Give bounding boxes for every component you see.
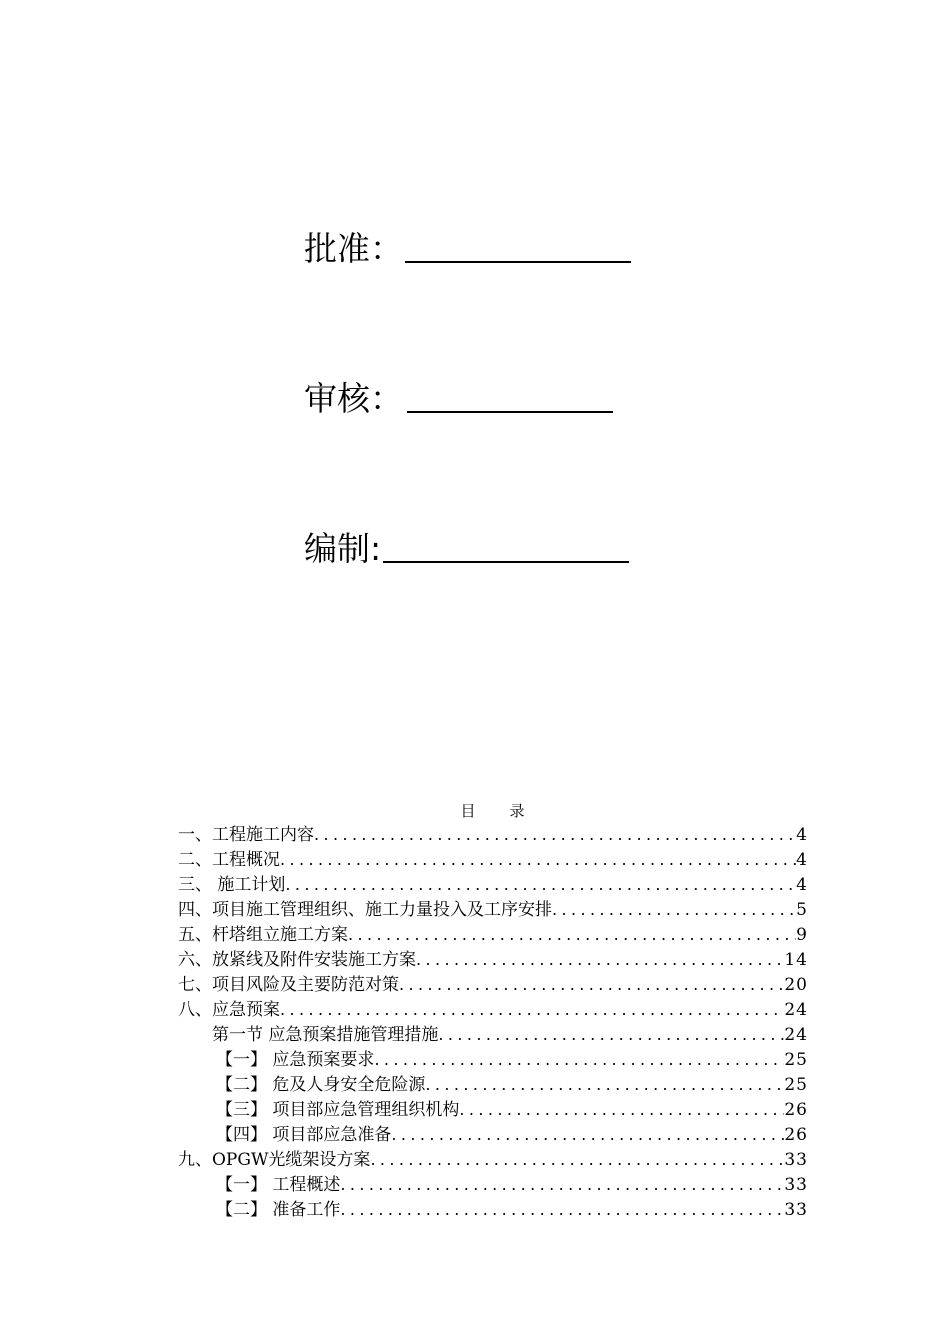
toc-dot-leader <box>340 1197 784 1222</box>
toc-dot-leader <box>459 1097 784 1122</box>
toc-dot-leader <box>280 847 796 872</box>
toc-entry-title: 【四】 项目部应急准备 <box>216 1125 392 1145</box>
toc-entry-page: 24 <box>784 1000 808 1020</box>
toc-entry-title: 【二】 准备工作 <box>216 1200 341 1220</box>
toc-dot-leader <box>348 922 796 947</box>
toc-dot-leader <box>280 997 784 1022</box>
toc-entry[interactable] <box>178 1122 808 1147</box>
toc-entry-page: 24 <box>784 1025 808 1045</box>
toc-dot-leader <box>314 822 796 847</box>
toc-dot-leader <box>416 947 784 972</box>
toc-entry-page: 5 <box>796 900 808 920</box>
toc-entry-title: 五、杆塔组立施工方案 <box>178 925 348 945</box>
toc-dot-leader <box>391 1122 784 1147</box>
toc-entry-page: 26 <box>784 1100 808 1120</box>
toc-entry[interactable] <box>178 1097 808 1122</box>
toc-entry[interactable] <box>178 847 808 872</box>
toc-entry-page: 4 <box>796 825 808 845</box>
approve-signature-row <box>304 229 631 268</box>
toc-entry-title: 四、项目施工管理组织、施工力量投入及工序安排 <box>178 900 552 920</box>
review-label: 审核： <box>304 379 403 418</box>
toc-entry-title: 六、放紧线及附件安装施工方案 <box>178 950 416 970</box>
toc-title-left: 目 <box>460 802 476 820</box>
toc-dot-leader <box>438 1022 784 1047</box>
toc-entry-title: 一、工程施工内容 <box>178 825 314 845</box>
toc-entry-title: 九、OPGW光缆架设方案 <box>178 1150 371 1170</box>
toc-entry-title: 【一】 应急预案要求 <box>216 1050 375 1070</box>
toc-entry[interactable] <box>178 1072 808 1097</box>
toc-entry[interactable] <box>178 972 808 997</box>
toc-entry[interactable] <box>178 947 808 972</box>
toc-entry[interactable] <box>178 1147 808 1172</box>
toc-title-right: 录 <box>509 802 525 820</box>
toc-dot-leader <box>374 1047 784 1072</box>
toc-entry[interactable] <box>178 897 808 922</box>
toc-entry-page: 25 <box>784 1075 808 1095</box>
toc-entry-page: 9 <box>796 925 808 945</box>
toc-entry[interactable] <box>178 1197 808 1222</box>
review-signature-row <box>304 379 613 418</box>
toc-entry[interactable] <box>178 1022 808 1047</box>
toc-entry-page: 20 <box>784 975 808 995</box>
toc-entry-title: 【三】 项目部应急管理组织机构 <box>216 1100 460 1120</box>
compile-signature-line <box>383 561 629 563</box>
toc-title <box>0 800 950 821</box>
toc-dot-leader <box>399 972 784 997</box>
toc-entry-title: 第一节 应急预案措施管理措施 <box>212 1025 439 1045</box>
toc-dot-leader <box>552 897 796 922</box>
toc-entry[interactable] <box>178 922 808 947</box>
toc-entry[interactable] <box>178 1047 808 1072</box>
compile-label: 编制: <box>304 529 382 568</box>
toc-entry-title: 八、应急预案 <box>178 1000 280 1020</box>
toc-entry[interactable] <box>178 872 808 897</box>
toc-entry-title: 二、工程概况 <box>178 850 280 870</box>
toc-dot-leader <box>285 872 796 897</box>
toc-dot-leader <box>425 1072 784 1097</box>
toc-entry-page: 4 <box>796 875 808 895</box>
review-signature-line <box>407 411 613 413</box>
toc-entry-title: 三、 施工计划 <box>178 875 286 895</box>
toc-entry[interactable] <box>178 997 808 1022</box>
toc-entry-title: 【一】 工程概述 <box>216 1175 341 1195</box>
toc-entry-page: 25 <box>784 1050 808 1070</box>
toc-dot-leader <box>340 1172 784 1197</box>
toc-entry-page: 33 <box>784 1150 808 1170</box>
compile-signature-row <box>304 529 629 568</box>
approve-signature-line <box>405 261 631 263</box>
approve-label: 批准： <box>304 229 403 268</box>
toc-entry-title: 七、项目风险及主要防范对策 <box>178 975 399 995</box>
toc-dot-leader <box>370 1147 784 1172</box>
toc-entry-page: 14 <box>784 950 808 970</box>
table-of-contents <box>178 822 808 1222</box>
toc-entry-title: 【二】 危及人身安全危险源 <box>216 1075 426 1095</box>
toc-entry[interactable] <box>178 1172 808 1197</box>
toc-entry-page: 4 <box>796 850 808 870</box>
toc-entry[interactable] <box>178 822 808 847</box>
toc-entry-page: 33 <box>784 1200 808 1220</box>
toc-entry-page: 26 <box>784 1125 808 1145</box>
toc-entry-page: 33 <box>784 1175 808 1195</box>
